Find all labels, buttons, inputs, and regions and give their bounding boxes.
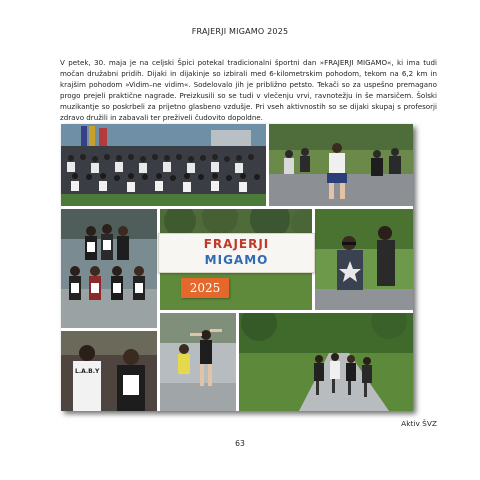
year-badge: 2025 <box>181 278 229 298</box>
banner-line-1: FRAJERJI <box>203 237 270 251</box>
shirt-print: L.A.B.Y <box>75 368 100 375</box>
event-banner <box>158 233 315 273</box>
page-number: 63 <box>235 439 245 448</box>
photo-two-students <box>61 331 157 411</box>
page-title: FRAJERJI MIGAMO 2025 <box>191 27 289 36</box>
photo-tug-of-war <box>269 124 413 206</box>
banner-line-2: MIGAMO <box>204 253 269 267</box>
photo-dance <box>160 313 236 411</box>
author-credit: Aktiv ŠVZ <box>401 419 437 428</box>
photo-blindfold-walk <box>315 209 413 310</box>
photo-crowd-stands <box>61 124 266 206</box>
photo-group-diplomas <box>61 209 157 328</box>
photo-walkers-path <box>239 313 413 411</box>
article-paragraph: V petek, 30. maja je na celjski Špici potekal tradicionalni športni dan »FRAJERJI MIGAMO«, ki ima tudi močan družabni pridih. Dijaki in dijakinje so izbirali med 6-kilometrskim pohodom, tekom na 6,2 km in krajšim pohodom »Vidim–ne vidim«. Sodelovalo jih je približno petsto. Tekači so za uspešno premagano progo prejeli praktične nagrade. Preizkusili so se tudi v vlečenju vrvi, ravnotežju in še marsičem. Šolski muzikantje so poskrbeli za prijetno glasbeno vzdušje. Pri vseh aktivnostih so se dijaki skupaj s profesorji zdravo družili in zabavali ter preživeli čudovito dopoldne. <box>60 58 437 122</box>
